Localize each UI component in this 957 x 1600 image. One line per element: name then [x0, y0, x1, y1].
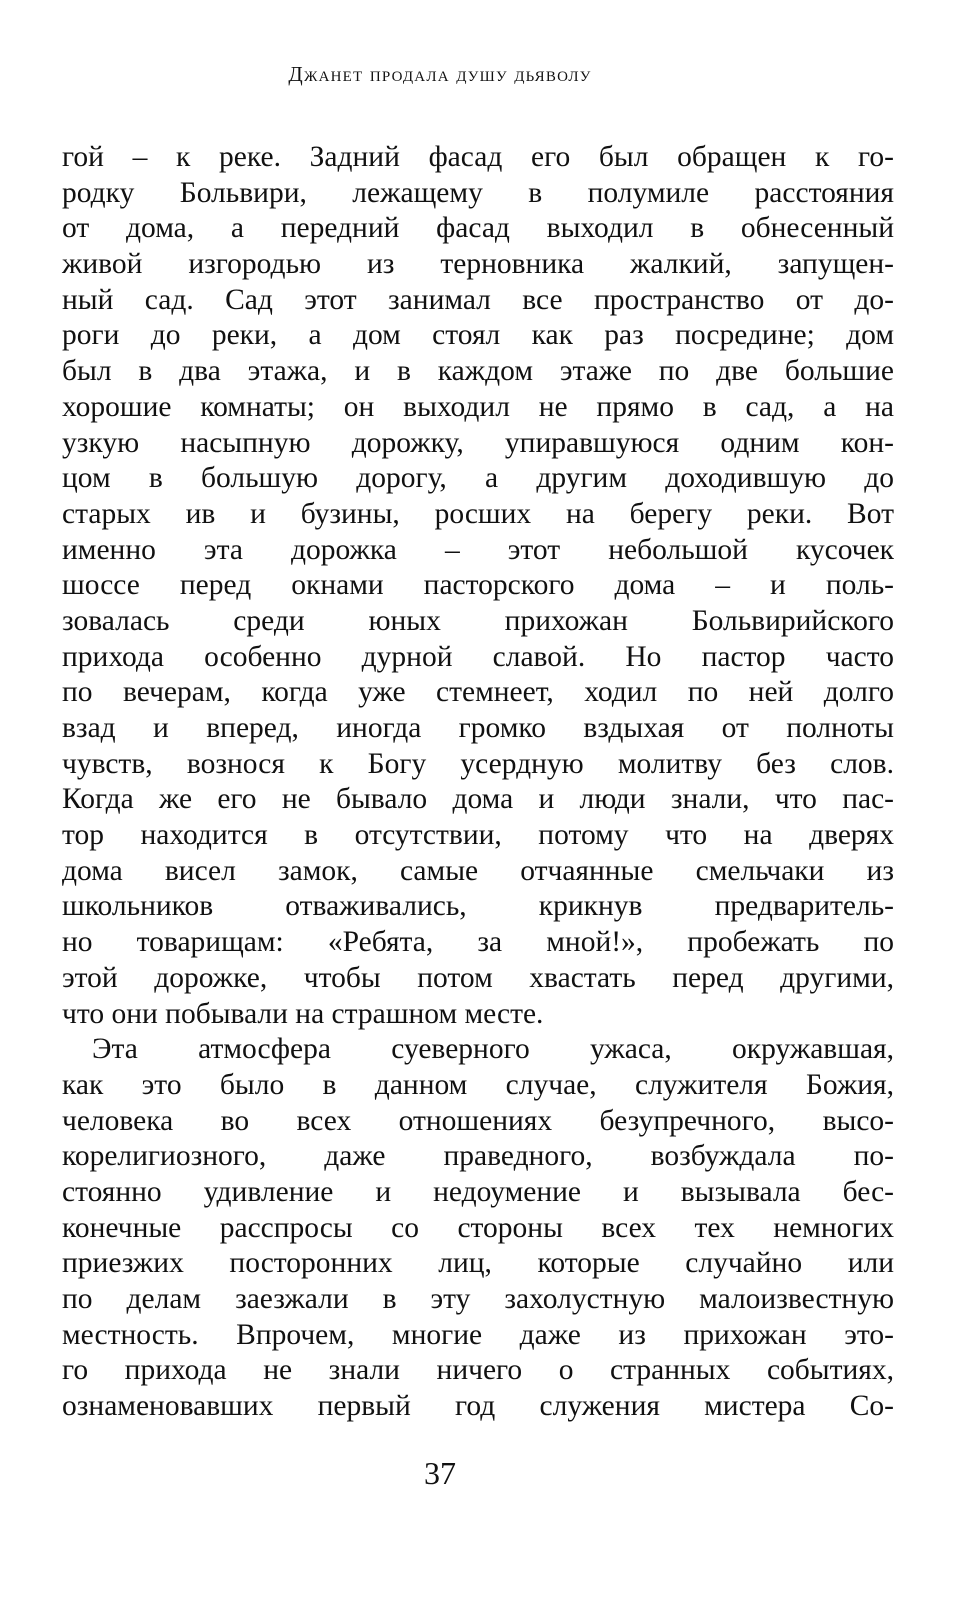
text-line: человека во всех отношениях безупречного, высо-: [62, 1104, 894, 1137]
text-line: стоянно удивление и недоумение и вызывала бес-: [62, 1175, 894, 1208]
text-line: Когда же его не бывало дома и люди знали, что пас-: [62, 783, 894, 816]
text-line: от дома, а передний фасад выходил в обнесенный: [62, 212, 894, 245]
text-line: роги до реки, а дом стоял как раз посредине; дом: [62, 319, 894, 352]
text-line: корелигиозного, даже праведного, возбуждала по-: [62, 1140, 894, 1173]
text-line: конечные расспросы со стороны всех тех немногих: [62, 1211, 894, 1244]
text-line: ный сад. Сад этот занимал все пространство от до-: [62, 283, 894, 316]
text-line: этой дорожке, чтобы потом хвастать перед другими,: [62, 961, 894, 994]
text-line: тор находится в отсутствии, потому что на дверях: [62, 819, 894, 852]
text-line: чувств, вознося к Богу усердную молитву без слов.: [62, 747, 894, 780]
text-line: ознаменовавших первый год служения мистера Со-: [62, 1390, 894, 1423]
text-line: зовалась среди юных прихожан Больвирийского: [62, 604, 894, 637]
text-line: по вечерам, когда уже стемнеет, ходил по ней долго: [62, 676, 894, 709]
text-line: но товарищам: «Ребята, за мной!», пробежать по: [62, 926, 894, 959]
text-line: Эта атмосфера суеверного ужаса, окружавшая,: [92, 1033, 894, 1066]
text-line: взад и вперед, иногда громко вздыхая от полноты: [62, 712, 894, 744]
text-line: как это было в данном случае, служителя Божия,: [62, 1068, 894, 1101]
text-line: местность. Впрочем, многие даже из прихожан это-: [62, 1318, 894, 1351]
text-line: родку Больвири, лежащему в полумиле расстояния: [62, 176, 894, 209]
text-line: что они побывали на страшном месте.: [62, 997, 544, 1030]
text-line: хорошие комнаты; он выходил не прямо в сад, а на: [62, 390, 894, 423]
text-line: именно эта дорожка – этот небольшой кусочек: [62, 533, 894, 566]
text-line: прихода особенно дурной славой. Но пастор часто: [62, 640, 894, 673]
text-line: дома висел замок, самые отчаянные смельчаки из: [62, 854, 894, 887]
text-line: по делам заезжали в эту захолустную малоизвестную: [62, 1283, 894, 1315]
body-text: [62, 140, 894, 1425]
text-line: гой – к реке. Задний фасад его был обращен к го-: [62, 141, 894, 173]
page-number: 37: [424, 1455, 456, 1491]
text-line: живой изгородью из терновника жалкий, запущен-: [62, 248, 894, 281]
text-line: старых ив и бузины, росших на берегу реки. Вот: [62, 497, 894, 530]
text-line: го прихода не знали ничего о странных событиях,: [62, 1354, 894, 1387]
text-line: цом в большую дорогу, а другим доходившую до: [62, 462, 894, 495]
text-line: приезжих посторонних лиц, которые случайно или: [62, 1247, 894, 1280]
text-line: шоссе перед окнами пасторского дома – и поль-: [62, 569, 894, 602]
text-line: школьников отваживались, крикнув предваритель-: [62, 890, 894, 923]
running-header: Джанет продала душу дьяволу: [288, 62, 592, 86]
text-line: узкую насыпную дорожку, упиравшуюся одним кон-: [62, 426, 894, 459]
text-line: был в два этажа, и в каждом этаже по две большие: [62, 355, 894, 388]
